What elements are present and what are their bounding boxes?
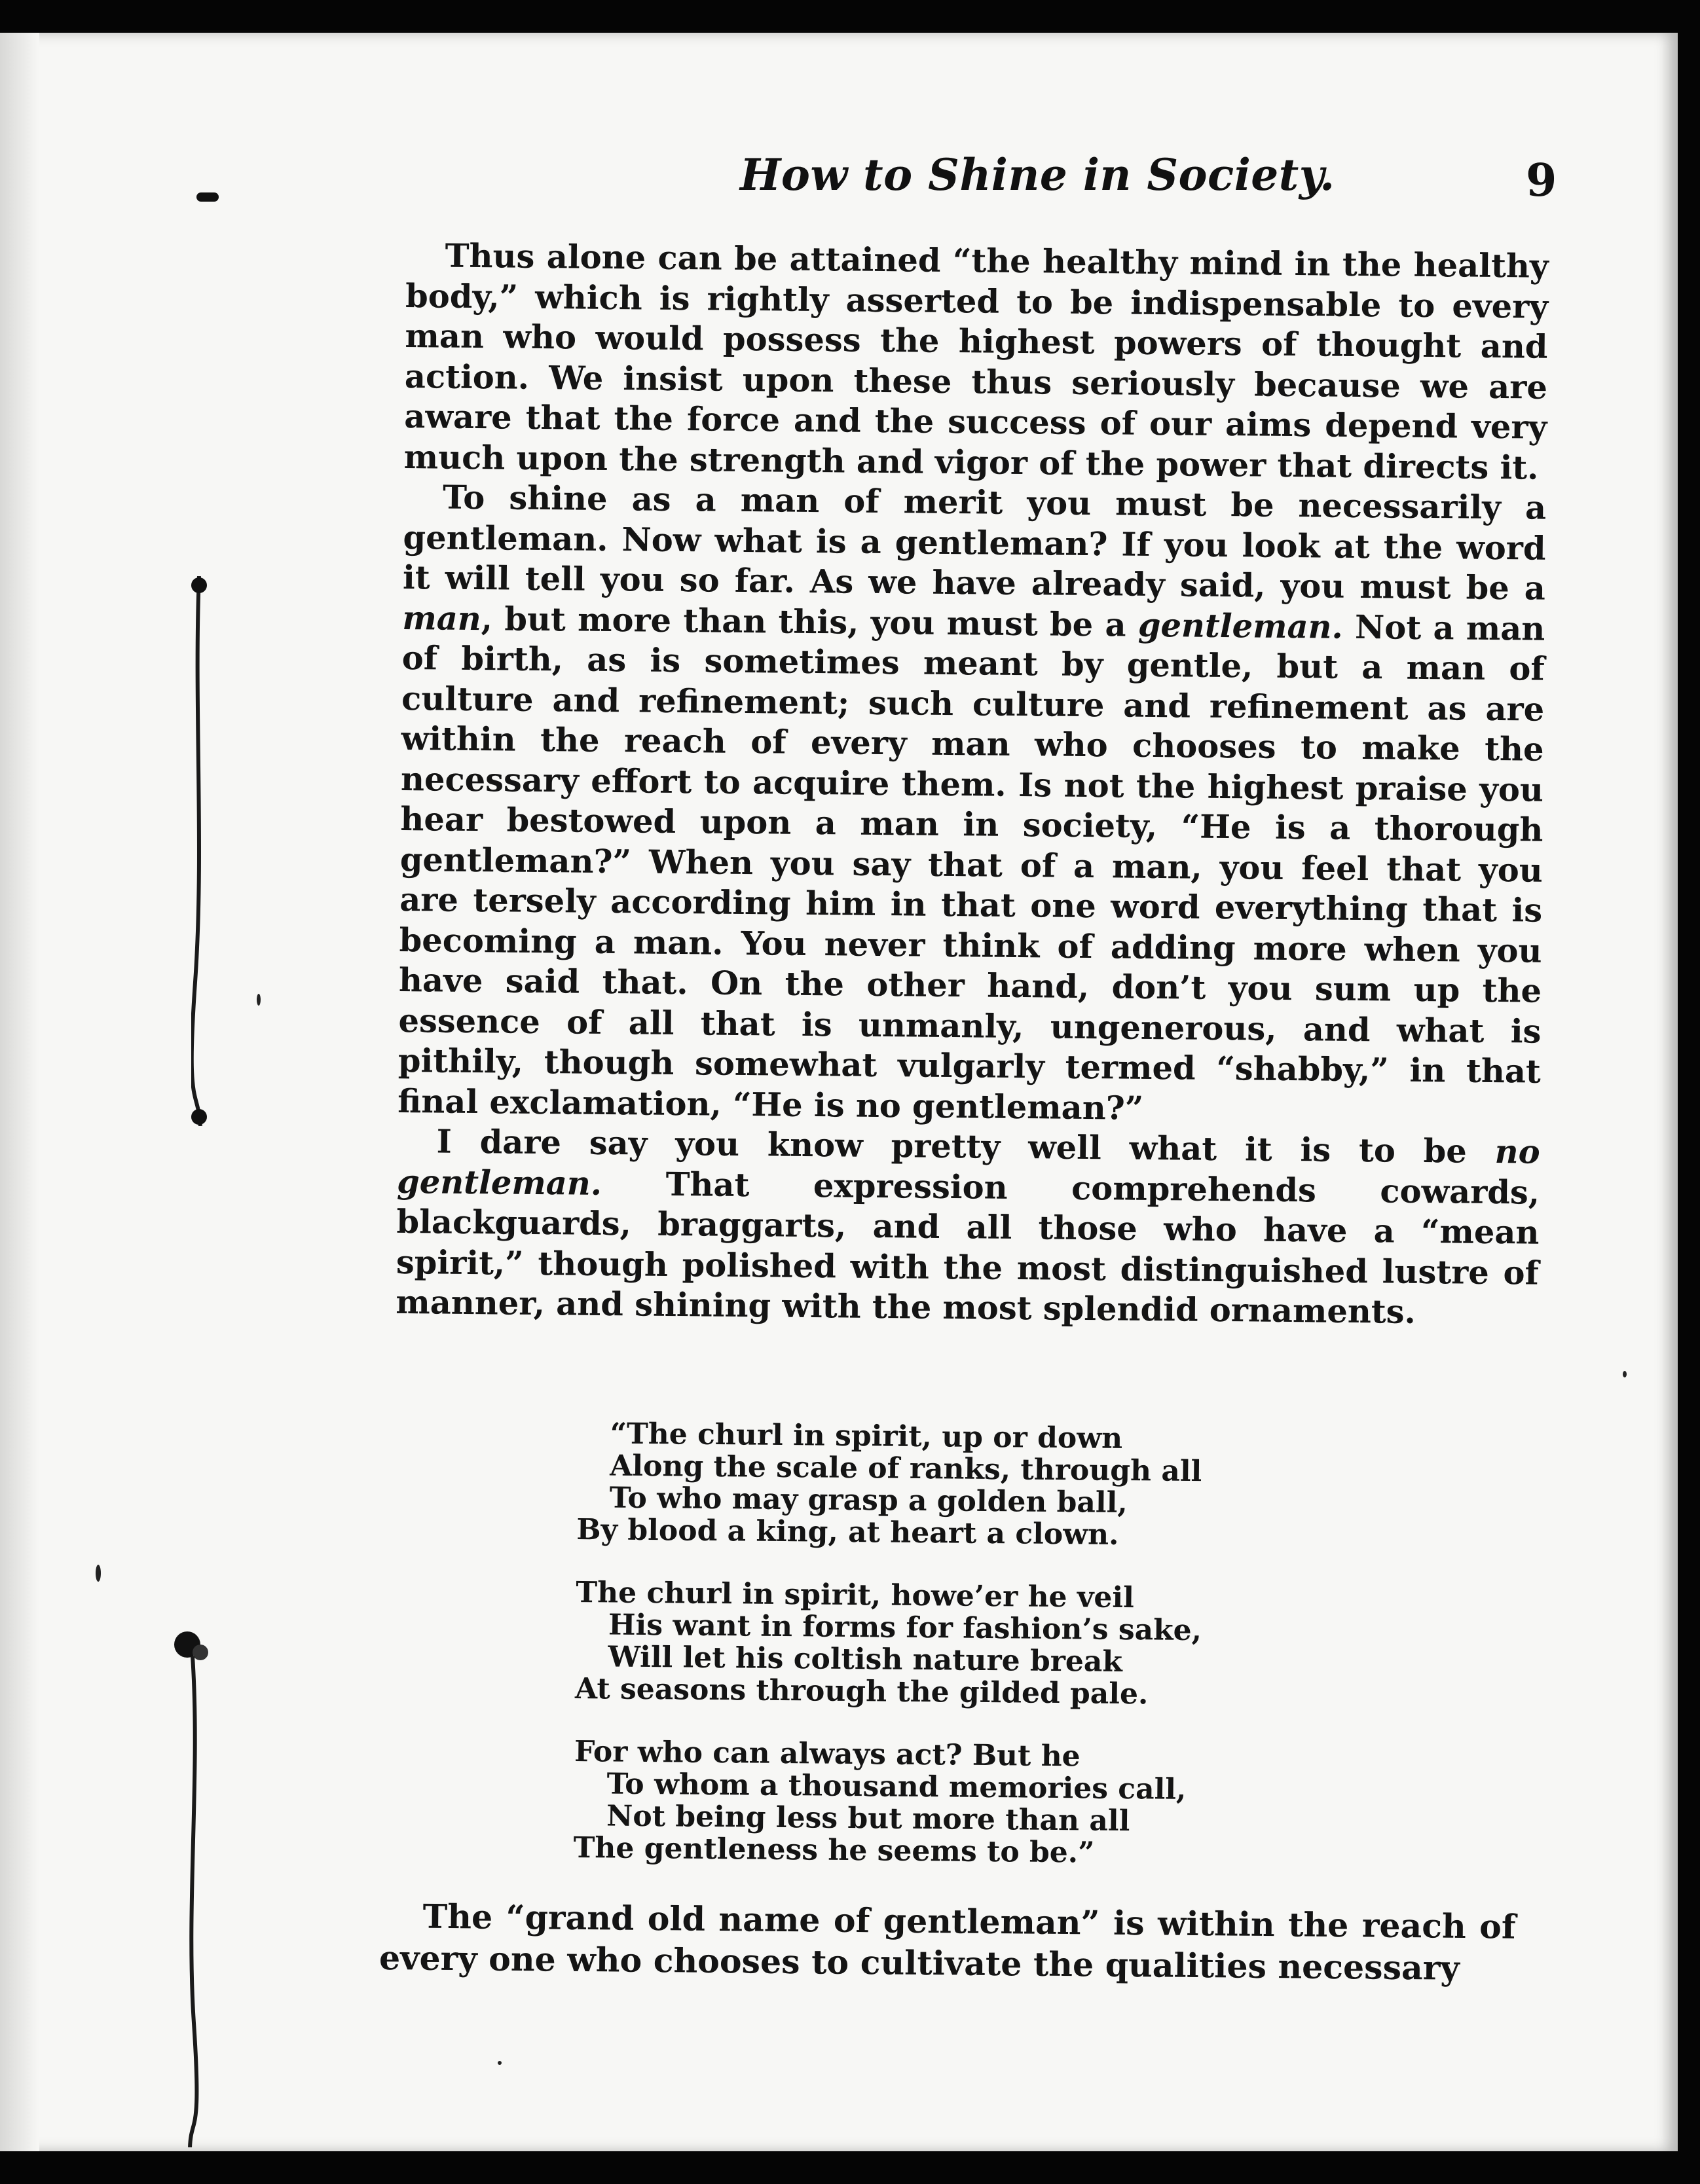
body-paragraph — [396, 1121, 1540, 1334]
poem-line: To whom a thousand memories call, — [606, 1767, 1187, 1806]
body-paragraph — [397, 477, 1546, 1133]
text-run: , but more than this, you must be a — [481, 599, 1139, 644]
poem-line: The churl in spirit, howe’er he veil — [576, 1575, 1135, 1615]
poem-stanza — [576, 1417, 1232, 1552]
poem-stanza — [575, 1576, 1231, 1711]
poem-line: “The churl in spirit, up or down — [610, 1417, 1123, 1455]
running-title: How to Shine in Society. — [740, 149, 1335, 200]
poem-line: The gentleness he seems to be.” — [573, 1830, 1095, 1870]
poem-line: Along the scale of ranks, through all — [610, 1449, 1202, 1489]
body-text — [396, 236, 1549, 1334]
poem-line: By blood a king, at heart a clown. — [576, 1512, 1119, 1552]
text-run: Thus alone can be attained “the healthy mind in the healthy body,” which is rightly asserted to be indispensable to every man who would possess the highest powers of thought and action. We insist upon these thus seriously because we are aware that the force and the success of our aims depend very much upon the strength and vigor of the power that directs it. — [403, 236, 1549, 487]
text-run: That expression comprehends cowards, blackguards, braggarts, and all those who have a “mean spirit,” though polished with the most distinguished lustre of manner, and shining with the most splendid ornaments. — [396, 1164, 1540, 1331]
binding-mark — [196, 192, 219, 202]
italic-text: gentleman. — [1137, 606, 1344, 646]
text-run: Not a man of birth, as is sometimes meant by gentle, but a man of culture and refinement; such culture and refinement as are within the reach of every man who chooses to make the necessary effort to acquire them. Is not the highest praise you hear bestowed upon a man in society, “He is a thorough gentleman?” When you say that of a man, you feel that you are tersely according him in that one word everything that is becoming a man. You never think of adding more when you have said that. On the other hand, don’t you sum up the essence of all that is unmanly, ungenerous, and what is pithily, though somewhat vulgarly termed “shabby,” in that final exclamation, “He is no gentleman?” — [397, 608, 1545, 1127]
poem-quotation — [573, 1417, 1232, 1901]
text-run: To shine as a man of merit you must be necessarily a gentleman. Now what is a gentleman? If you look at the word it will tell you so far. As we have already said, you must be a — [402, 478, 1547, 608]
poem-line: To who may grasp a golden ball, — [609, 1481, 1128, 1520]
text-run: I dare say you know pretty well what it is to be — [436, 1122, 1495, 1171]
italic-text: no gentleman. — [396, 1133, 1540, 1203]
stitch-thread-upper — [191, 576, 207, 1126]
paper-speck — [96, 1565, 101, 1582]
poem-line: For who can always act? But he — [574, 1734, 1081, 1774]
page-header — [740, 149, 1557, 215]
paper-speck — [1623, 1371, 1627, 1377]
gutter-shadow — [0, 33, 39, 2151]
body-paragraph — [403, 236, 1548, 488]
paper-speck — [498, 2061, 502, 2065]
italic-text: man — [402, 598, 482, 638]
poem-line: At seasons through the gilded pale. — [574, 1671, 1149, 1711]
poem-stanza — [573, 1736, 1229, 1870]
stitch-thread-lower — [174, 1630, 213, 2147]
poem-line: Will let his coltish nature break — [608, 1640, 1123, 1679]
poem-line: Not being less but more than all — [606, 1799, 1130, 1838]
paper-speck — [257, 994, 261, 1006]
page-number: 9 — [1526, 155, 1557, 207]
poem-line: His want in forms for fashion’s sake, — [608, 1608, 1202, 1648]
closing-paragraph: The “grand old name of gentleman” is within the reach of every one who chooses to cultivate the qualities necessary — [379, 1897, 1516, 1988]
